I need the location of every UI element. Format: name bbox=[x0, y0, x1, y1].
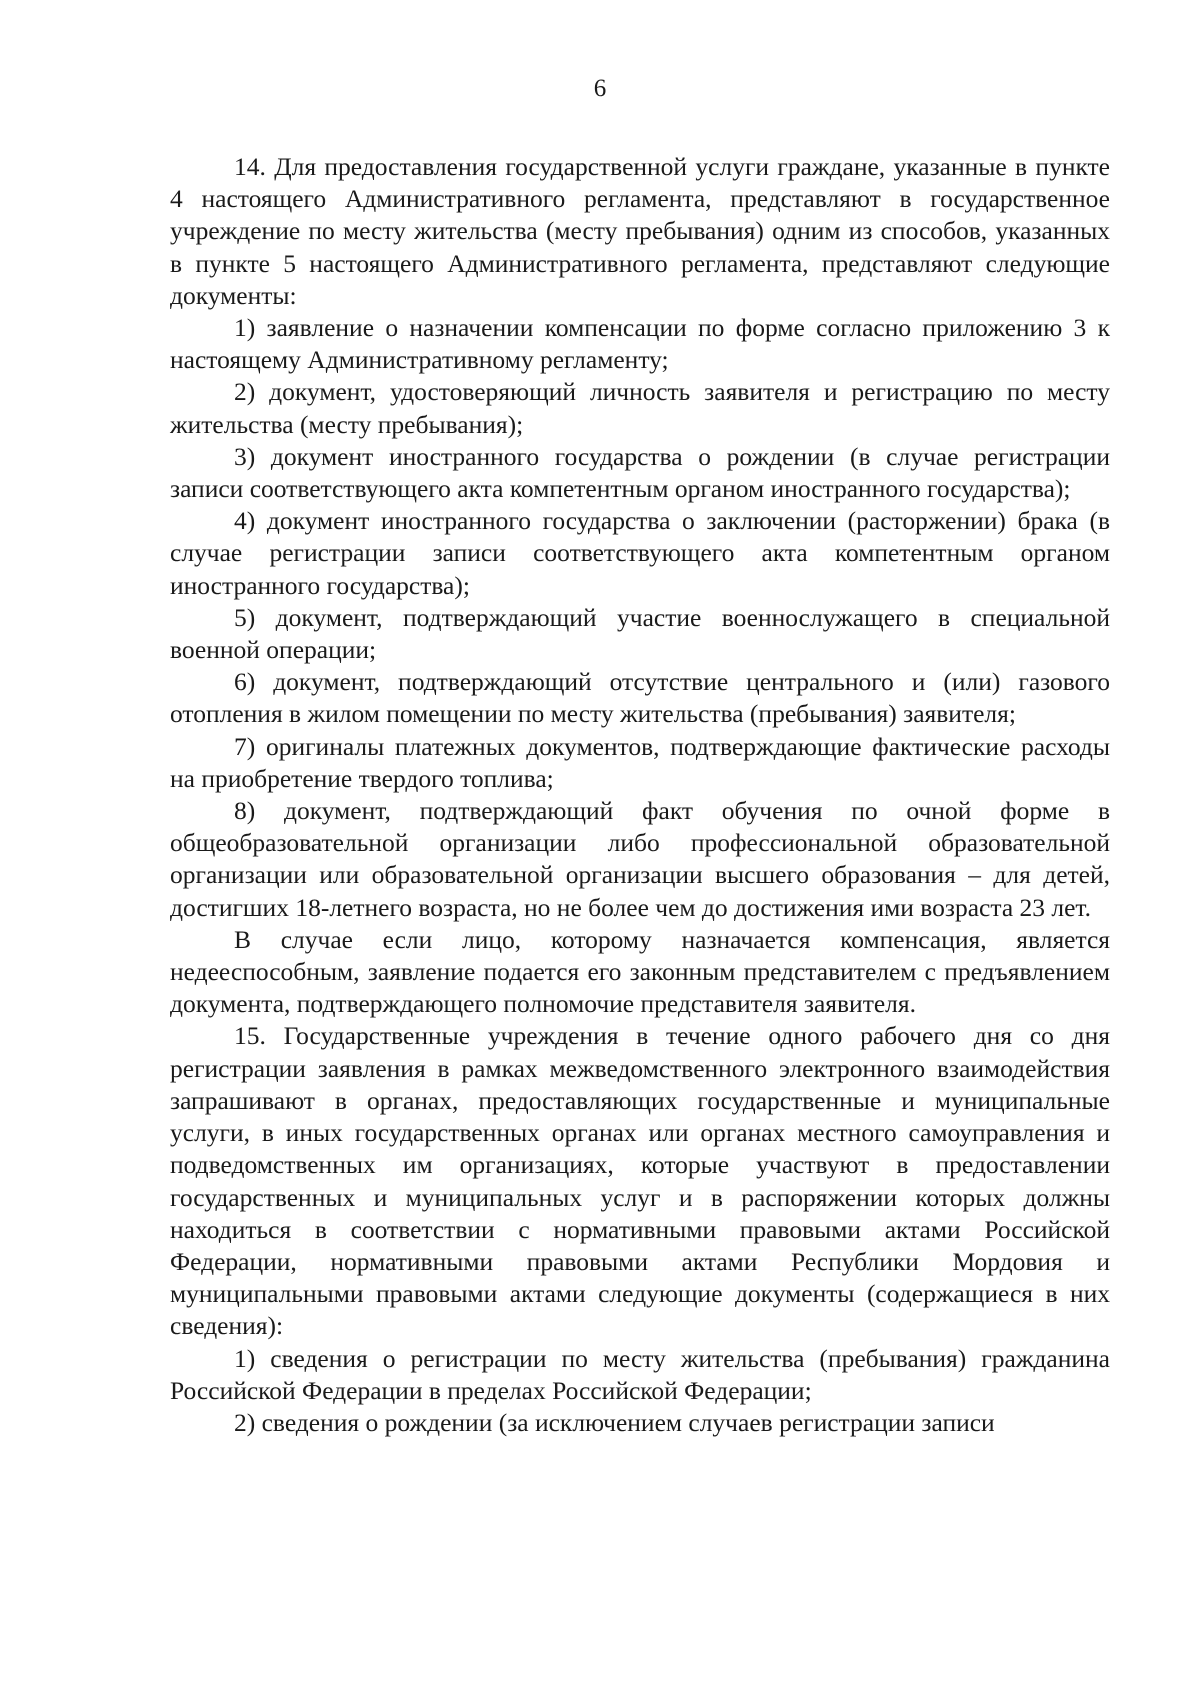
list-item-14-7: 7) оригиналы платежных документов, подтверждающие фактические расходы на приобретение твердого топлива; bbox=[170, 731, 1110, 793]
list-item-14-1: 1) заявление о назначении компенсации по форме согласно приложению 3 к настоящему Административному регламенту; bbox=[170, 313, 1110, 375]
list-item-14-8: 8) документ, подтверждающий факт обучения по очной форме в общеобразовательной организации либо профессиональной образовательной организации или образовательной организации высшего образования – для детей, достигших 18-летнего возраста, но не более чем до достижения ими возраста 23 лет. bbox=[170, 796, 1110, 922]
page-number: 6 bbox=[593, 75, 607, 102]
list-item-14-3: 3) документ иностранного государства о рождении (в случае регистрации записи соответствующего акта компетентным органом иностранного государства); bbox=[170, 441, 1110, 504]
list-item-15-1: 1) сведения о регистрации по месту жительства (пребывания) гражданина Российской Федерации в пределах Российской Федерации; bbox=[170, 1343, 1110, 1405]
list-item-15-2: 2) сведения о рождении (за исключением случаев регистрации записи bbox=[234, 1407, 995, 1437]
list-item-14-6: 6) документ, подтверждающий отсутствие центрального и (или) газового отопления в жилом помещении по месту жительства (пребывания) заявителя; bbox=[170, 667, 1110, 729]
paragraph-14: 14. Для предоставления государственной услуги граждане, указанные в пункте 4 настоящего Административного регламента, представляют в государственное учреждение по месту жительства (месту пребывания) одним из способов, указанных в пункте 5 настоящего Административного регламента, представляют следующие документы: bbox=[170, 152, 1110, 310]
paragraph-15: 15. Государственные учреждения в течение одного рабочего дня со дня регистрации заявления в рамках межведомственного электронного взаимодействия запрашивают в органах, предоставляющих государственные и муниципальные услуги, в иных государственных органах или органах местного самоуправления и подведомственных им организациях, которые участвуют в предоставлении государственных и муниципальных услуг и в распоряжении которых должны находиться в соответствии с нормативными правовыми актами Российской Федерации, нормативными правовыми актами Республики Мордовия и муниципальными правовыми актами следующие документы (содержащиеся в них сведения): bbox=[170, 1021, 1110, 1341]
document-body bbox=[170, 151, 1110, 1439]
list-item-14-2: 2) документ, удостоверяющий личность заявителя и регистрацию по месту жительства (месту пребывания); bbox=[170, 377, 1110, 439]
list-item-14-4: 4) документ иностранного государства о заключении (расторжении) брака (в случае регистрации записи соответствующего акта компетентным органом иностранного государства); bbox=[170, 506, 1110, 600]
list-item-14-5: 5) документ, подтверждающий участие военнослужащего в специальной военной операции; bbox=[170, 602, 1110, 665]
paragraph-incapacity-note: В случае если лицо, которому назначается компенсация, является недееспособным, заявление подается его законным представителем с предъявлением документа, подтверждающего полномочие представителя заявителя. bbox=[170, 924, 1110, 1019]
